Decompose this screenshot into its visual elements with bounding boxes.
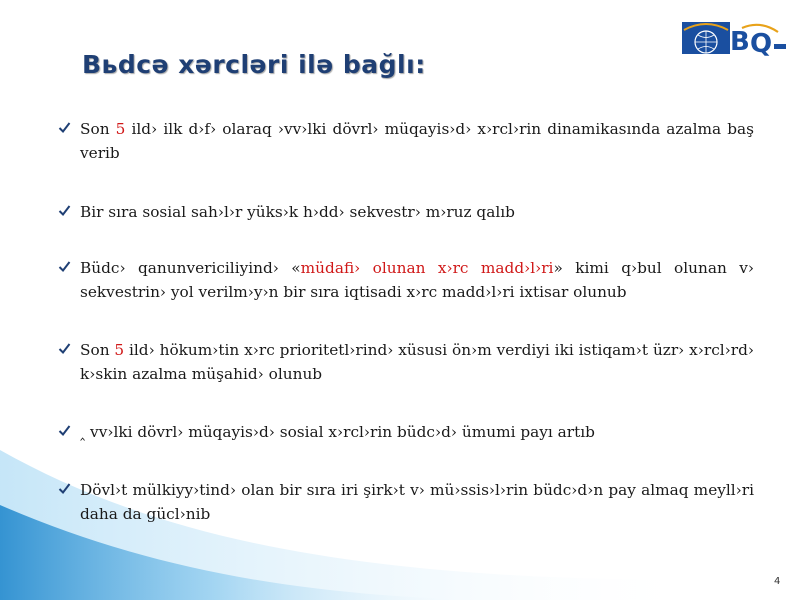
bullet-item-1 [58,117,754,165]
bullet-item-6 [58,478,754,526]
check-mark-icon [58,424,71,437]
svg-text:Q: Q [750,29,773,58]
check-mark-icon [58,204,71,217]
bullet-item-4 [58,338,754,386]
bullet-item-3 [58,256,754,304]
svg-text:B: B [730,27,750,57]
bullet-text-5: ‸ vv›lki dövrl› müqayis›d› sosial x›rcl›rin büdc›d› ümumi payı artıb [80,423,595,441]
check-mark-icon [58,482,71,495]
check-mark-icon [58,260,71,273]
bullet-text-3: Büdc› qanunvericiliyind› «müdafi› olunan x›rc madd›l›ri» kimi q›bul olunan v› sekvestrin› yol verilm›y›n bir sıra iqtisadi x›rc madd›l›ri ixtisar olunub [80,259,755,301]
bullet-item-2 [58,200,754,224]
check-mark-icon [58,342,71,355]
bullet-text-4: Son 5 ild› hökum›tin x›rc prioritetl›rind› xüsusi ön›m verdiyi iki istiqam›t üzr› x›rcl›rd› k›skin azalma müşahid› olunub [80,341,755,383]
check-mark-icon [58,121,71,134]
bullet-item-5 [58,420,754,444]
bq-logo [680,18,790,58]
bullet-text-2: Bir sıra sosial sah›l›r yüks›k h›dd› sekvestr› m›ruz qalıb [80,203,515,221]
bullet-text-6: Dövl›t mülkiyy›tind› olan bir sıra iri şirk›t v› mü›ssis›l›rin büdc›d›n pay almaq meyll›ri daha da gücl›nib [80,481,754,523]
bullet-list [58,117,754,526]
bullet-text-1: Son 5 ild› ilk d›f› olaraq ›vv›lki dövrl› müqayis›d› x›rcl›rin dinamikasında azalma baş verib [80,120,755,162]
page-number: 4 [774,576,781,587]
slide-title: Bьdcə xərcləri ilə bağlı: [82,50,426,79]
